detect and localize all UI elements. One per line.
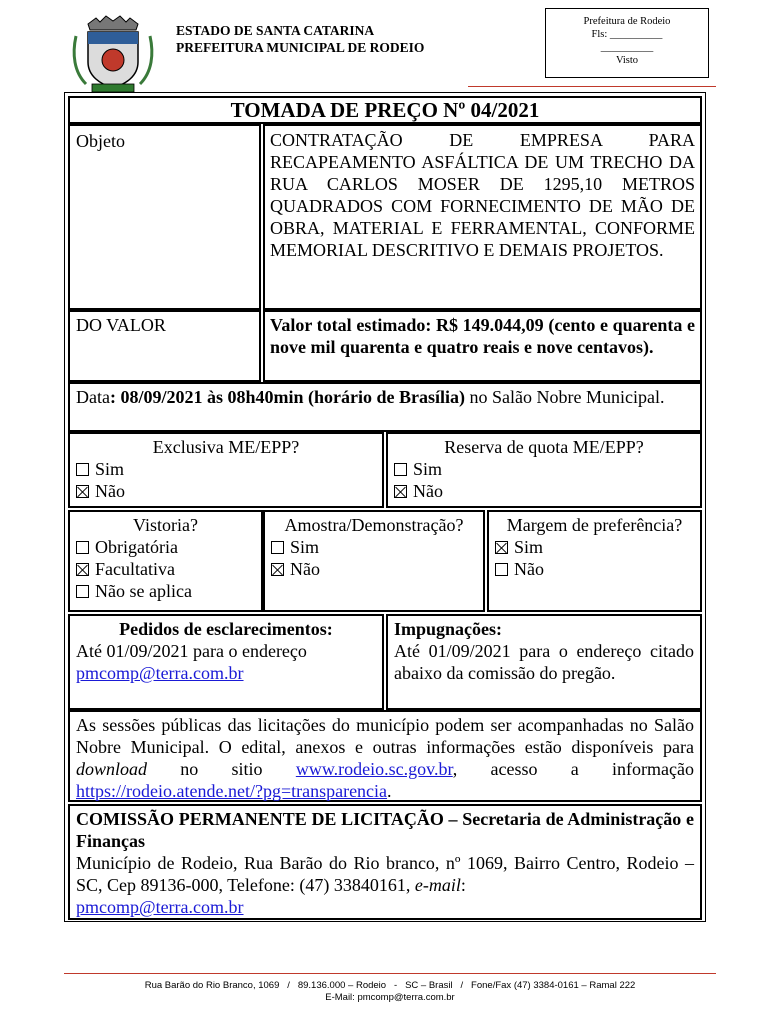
option-label: Não bbox=[514, 559, 544, 579]
sessoes-publicas bbox=[68, 710, 702, 802]
footer bbox=[64, 980, 716, 1004]
reserva-option-nao[interactable] bbox=[394, 480, 694, 502]
impugnacoes bbox=[386, 614, 702, 710]
unchecked-box-icon[interactable] bbox=[271, 541, 284, 554]
sessoes-text: no sitio bbox=[147, 759, 296, 779]
exclusiva-me-epp bbox=[68, 432, 384, 508]
visto-box-fls: Fls: __________ bbox=[591, 29, 663, 40]
margem-option-nao[interactable] bbox=[495, 558, 694, 580]
footer-email: E-Mail: pmcomp@terra.com.br bbox=[325, 992, 455, 1003]
unchecked-box-icon[interactable] bbox=[495, 563, 508, 576]
visto-box-title: Prefeitura de Rodeio bbox=[583, 16, 671, 27]
reserva-option-sim[interactable] bbox=[394, 458, 694, 480]
header-text bbox=[176, 22, 424, 56]
option-label: Não se aplica bbox=[95, 581, 192, 601]
checked-box-icon[interactable] bbox=[394, 485, 407, 498]
option-label: Sim bbox=[290, 537, 320, 557]
option-label: Não bbox=[290, 559, 320, 579]
margem-option-sim[interactable] bbox=[495, 536, 694, 558]
transparencia-link[interactable]: https://rodeio.atende.net/?pg=transparencia bbox=[76, 781, 388, 801]
footer-address: Rua Barão do Rio Branco, 1069 / 89.136.000 – Rodeio - SC – Brasil / Fone/Fax (47) 3384-0161 – Ramal 222 bbox=[144, 980, 636, 991]
sessoes-text: , acesso a informação bbox=[452, 759, 694, 779]
vistoria-title: Vistoria? bbox=[133, 515, 198, 535]
checked-box-icon[interactable] bbox=[271, 563, 284, 576]
footer-divider bbox=[64, 973, 716, 974]
sessoes-text: . bbox=[387, 781, 392, 801]
option-label: Sim bbox=[413, 459, 443, 479]
amostra-option-nao[interactable] bbox=[271, 558, 477, 580]
checked-box-icon[interactable] bbox=[495, 541, 508, 554]
exclusiva-title: Exclusiva ME/EPP? bbox=[152, 437, 300, 457]
unchecked-box-icon[interactable] bbox=[76, 541, 89, 554]
reserva-quota-me-epp bbox=[386, 432, 702, 508]
margem-preferencia bbox=[487, 510, 702, 612]
comissao-title: COMISSÃO PERMANENTE DE LICITAÇÃO – Secretaria de Administração e Finanças bbox=[76, 809, 694, 851]
pedidos-esclarecimentos bbox=[68, 614, 384, 710]
colon: : bbox=[460, 875, 466, 895]
comissao-email-link[interactable]: pmcomp@terra.com.br bbox=[76, 897, 244, 917]
vistoria-option-facultativa[interactable] bbox=[76, 558, 255, 580]
visto-box-line: __________ bbox=[600, 42, 654, 53]
pedidos-email-link[interactable]: pmcomp@terra.com.br bbox=[76, 663, 244, 683]
vistoria-option-nao-aplica[interactable] bbox=[76, 580, 255, 602]
visto-box bbox=[545, 8, 709, 78]
header-divider bbox=[468, 86, 716, 87]
data-location: no Salão Nobre Municipal. bbox=[464, 387, 665, 407]
objeto-label: Objeto bbox=[68, 124, 261, 310]
amostra-demonstracao bbox=[263, 510, 485, 612]
email-label: e-mail bbox=[414, 875, 461, 895]
prefeitura-name: PREFEITURA MUNICIPAL DE RODEIO bbox=[176, 40, 425, 55]
exclusiva-option-sim[interactable] bbox=[76, 458, 376, 480]
vistoria bbox=[68, 510, 263, 612]
sessoes-text: As sessões públicas das licitações do município podem ser acompanhadas no Salão Nobre Municipal. O edital, anexos e outras informações estão disponíveis para bbox=[76, 715, 694, 757]
option-label: Facultativa bbox=[95, 559, 175, 579]
option-label: Não bbox=[413, 481, 443, 501]
option-label: Obrigatória bbox=[95, 537, 178, 557]
impugnacoes-title: Impugnações: bbox=[394, 619, 503, 639]
checked-box-icon[interactable] bbox=[76, 485, 89, 498]
amostra-option-sim[interactable] bbox=[271, 536, 477, 558]
site-link[interactable]: www.rodeio.sc.gov.br bbox=[295, 759, 453, 779]
option-label: Sim bbox=[95, 459, 125, 479]
amostra-title: Amostra/Demonstração? bbox=[284, 515, 464, 535]
data-prefix: Data bbox=[76, 387, 110, 407]
pedidos-title: Pedidos de esclarecimentos: bbox=[119, 619, 333, 639]
comissao-address bbox=[76, 852, 694, 896]
checked-box-icon[interactable] bbox=[76, 563, 89, 576]
exclusiva-option-nao[interactable] bbox=[76, 480, 376, 502]
reserva-title: Reserva de quota ME/EPP? bbox=[444, 437, 644, 457]
address-text: Município de Rodeio, Rua Barão do Rio branco, nº 1069, Bairro Centro, Rodeio – SC, Cep 89136-000, Telefone: (47) 33840161, bbox=[76, 853, 694, 895]
option-label: Não bbox=[95, 481, 125, 501]
valor-text: Valor total estimado: R$ 149.044,09 (cento e quarenta e nove mil quarenta e quatro reais e nove centavos). bbox=[263, 310, 702, 382]
data-row bbox=[68, 382, 702, 432]
impugnacoes-text: Até 01/09/2021 para o endereço citado abaixo da comissão do pregão. bbox=[394, 641, 694, 683]
pedidos-text: Até 01/09/2021 para o endereço bbox=[76, 641, 307, 661]
unchecked-box-icon[interactable] bbox=[76, 585, 89, 598]
comissao-licitacao bbox=[68, 804, 702, 920]
valor-label: DO VALOR bbox=[68, 310, 261, 382]
page-title: TOMADA DE PREÇO Nº 04/2021 bbox=[68, 96, 702, 124]
download-word: download bbox=[76, 759, 148, 779]
unchecked-box-icon[interactable] bbox=[76, 463, 89, 476]
objeto-text: CONTRATAÇÃO DE EMPRESA PARA RECAPEAMENTO ASFÁLTICA DE UM TRECHO DA RUA CARLOS MOSER DE 1295,10 METROS QUADRADOS COM FORNECIMENTO DE MÃO DE OBRA, MATERIAL E FERRAMENTAL, CONFORME MEMORIAL DESCRITIVO E DEMAIS PROJETOS. bbox=[263, 124, 702, 310]
visto-box-visto: Visto bbox=[615, 55, 639, 66]
data-datetime: : 08/09/2021 às 08h40min (horário de Brasília) bbox=[109, 387, 465, 407]
unchecked-box-icon[interactable] bbox=[394, 463, 407, 476]
margem-title: Margem de preferência? bbox=[506, 515, 683, 535]
vistoria-option-obrigatoria[interactable] bbox=[76, 536, 255, 558]
state-name: ESTADO DE SANTA CATARINA bbox=[176, 23, 375, 38]
municipal-crest-icon bbox=[70, 14, 156, 94]
option-label: Sim bbox=[514, 537, 544, 557]
